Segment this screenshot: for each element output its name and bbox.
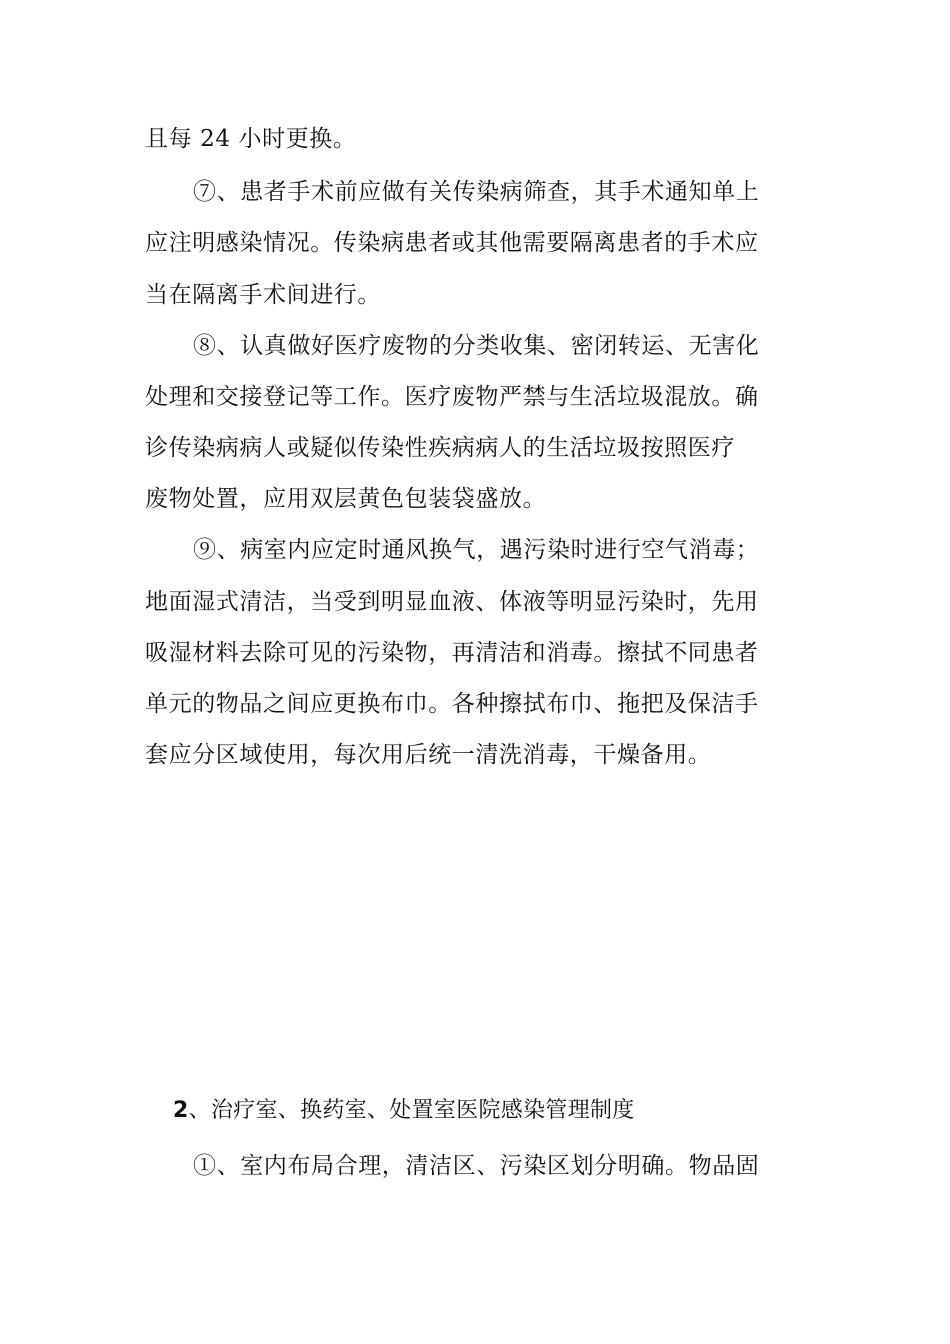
paragraph-8-line: 废物处置，应用双层黄色包装袋盛放。 (145, 486, 547, 512)
paragraph-9-line: ⑨、病室内应定时通风换气，遇污染时进行空气消毒； (193, 537, 760, 563)
paragraph-7-line: 当在隔离手术间进行。 (145, 282, 381, 308)
section-2-heading (173, 1096, 635, 1126)
paragraph-9-line: 单元的物品之间应更换布巾。各种擦拭布巾、拖把及保洁手 (145, 691, 759, 717)
paragraph-9-line: 套应分区域使用，每次用后统一清洗消毒，干燥备用。 (145, 742, 712, 768)
paragraph-7-line: 应注明感染情况。传染病患者或其他需要隔离患者的手术应 (145, 230, 759, 256)
section-2-title: 、治疗室、换药室、处置室医院感染管理制度 (188, 1098, 635, 1123)
section-2-number: 2 (173, 1098, 189, 1123)
section-2-paragraph-1-line: ①、室内布局合理，清洁区、污染区划分明确。物品固 (193, 1153, 760, 1179)
paragraph-7-line: ⑦、患者手术前应做有关传染病筛查，其手术通知单上 (193, 179, 760, 205)
paragraph-8-line: 处理和交接登记等工作。医疗废物严禁与生活垃圾混放。确 (145, 384, 759, 410)
paragraph-9-line: 地面湿式清洁，当受到明显血液、体液等明显污染时，先用 (145, 589, 759, 615)
paragraph-line: 且每 24 小时更换。 (145, 126, 357, 152)
paragraph-8-line: 诊传染病病人或疑似传染性疾病病人的生活垃圾按照医疗 (145, 435, 735, 461)
paragraph-8-line: ⑧、认真做好医疗废物的分类收集、密闭转运、无害化 (193, 333, 760, 359)
paragraph-9-line: 吸湿材料去除可见的污染物，再清洁和消毒。擦拭不同患者 (145, 640, 759, 666)
